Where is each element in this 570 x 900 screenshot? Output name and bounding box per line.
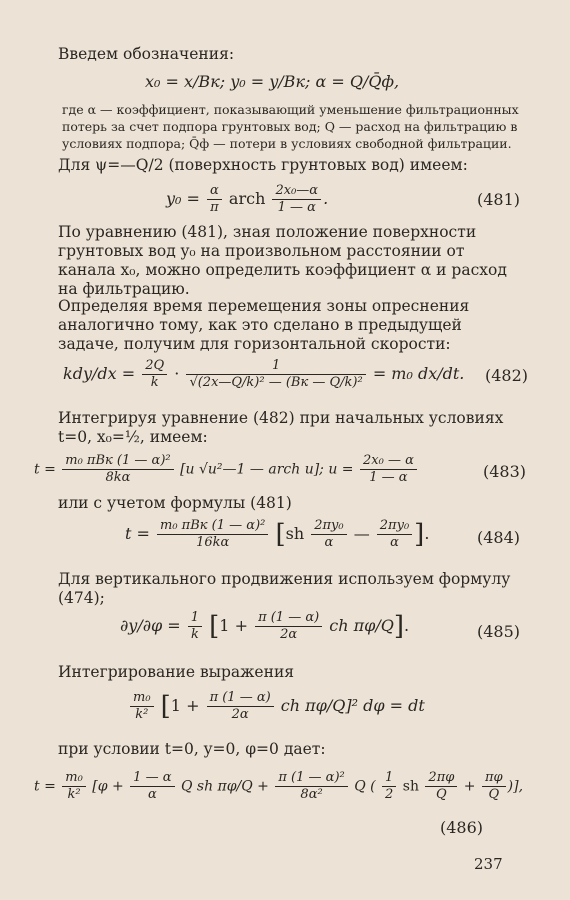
intro-text: Введем обозначения:: [58, 45, 235, 63]
eq486-frac5: $\frac{2\pi\varphi}{Q}$: [425, 770, 457, 803]
eq481-frac1: $\frac{\alpha}{\pi}$: [207, 183, 222, 216]
eq485-tail: ch πφ/Q: [329, 616, 394, 635]
eq482-frac1: $\frac{2Q}{k}$: [142, 358, 167, 391]
equation-integral: $\frac{\text{m₀}}{\text{k²}}$ [1 + $\frac{\pi (1 — \alpha)}{2\alpha}$ ch πφ/Q]² dφ = dt: [40, 688, 540, 728]
int-one: 1 +: [170, 696, 200, 715]
eq485-number: (485): [476, 622, 520, 641]
eq484-frac2: $\frac{\text{2πy₀}}{\alpha}$: [311, 518, 346, 551]
eq482-rhs: = m₀ dx/dt.: [372, 364, 465, 383]
eq486-lhs: t =: [34, 778, 56, 795]
equation-486: t = $\frac{\text{m₀}}{\text{k²}}$ [φ + $\frac{1 — \alpha}{\alpha}$ Q sh πφ/Q + $\frac{\text{π (1 — α)²}}{\text{8α²}}$ Q ( $\frac{1}{2}$ sh $\frac{2\pi\varphi}{Q}$ + $\frac{\pi\varphi}{Q}$ )],: [34, 770, 524, 802]
or-formula-text: или с учетом формулы (481): [58, 494, 292, 512]
eq486-frac2: $\frac{1 — \alpha}{\alpha}$: [130, 770, 174, 803]
eq486-frac6: $\frac{\pi\varphi}{Q}$: [482, 770, 506, 803]
int-frac1: $\frac{\text{m₀}}{\text{k²}}$: [130, 690, 154, 723]
eq483-lhs: t =: [34, 461, 56, 478]
paragraph-vertical: Для вертикального продвижения используем формулу (474);: [58, 570, 511, 607]
eq483-frac1: $\frac{\text{m₀ πBк (1 — α)²}}{8k\alpha}$: [62, 453, 173, 486]
eq485-one: 1 +: [219, 616, 248, 635]
equation-484: t = $\frac{\text{m₀ πBк (1 — α)²}}{16k\alpha}$ [sh $\frac{\text{2πy₀}}{\alpha}$ — $\frac{\text{2πy₀}}{\alpha}$ ]. (484): [125, 518, 520, 550]
eq483-frac2: $\frac{\text{2x₀ — α}}{1 — \alpha}$: [360, 453, 417, 486]
eq481-fn: arch: [228, 189, 266, 208]
equation-482: kdy/dx = $\frac{2Q}{k}$ · $\frac{1}{\text{√(2x—Q/k)² — (Bк — Q/k)²}}$ = m₀ dx/dt. (482): [63, 358, 528, 390]
page-number: 237: [474, 855, 503, 873]
paragraph-int-expr: Интегрирование выражения: [58, 663, 295, 681]
where-text: где α — коэффициент, показывающий уменьшение фильтрационных потерь за счет подпора грунтовых вод; Q — расход на фильтрацию в условиях подпора; Q̄ф — потери в условиях свободной фильтрации.: [62, 102, 519, 151]
paragraph-481: По уравнению (481), зная положение поверхности грунтовых вод y₀ на произвольном расстоянии от канала x₀, можно определить коэффициент α и расход на фильтрацию.: [58, 223, 507, 298]
eq482-frac2: $\frac{1}{\text{√(2x—Q/k)² — (Bк — Q/k)²}}$: [186, 358, 365, 391]
eq485-frac2: $\frac{\pi (1 — \alpha)}{2\alpha}$: [255, 610, 322, 643]
eq486-frac3: $\frac{\text{π (1 — α)²}}{\text{8α²}}$: [275, 770, 347, 803]
eq481-frac2: $\frac{\text{2x₀—α}}{1 — \alpha}$: [272, 183, 321, 216]
eq485-lhs: ∂y/∂φ =: [120, 616, 181, 635]
eq485-frac1: $\frac{1}{k}$: [188, 610, 202, 643]
eq482-lhs: kdy/dx =: [63, 364, 136, 383]
paragraph-condition: при условии t=0, y=0, φ=0 дает:: [58, 740, 326, 758]
eq486-number: (486): [440, 818, 484, 837]
eq483-mid: [u √u²—1 — arch u]; u =: [180, 461, 354, 478]
equation-483: [34, 450, 540, 490]
eq481-lhs: y₀ =: [166, 189, 200, 208]
equation-485: ∂y/∂φ = $\frac{1}{k}$ [1 + $\frac{\pi (1 — \alpha)}{2\alpha}$ ch πφ/Q]. (485): [120, 610, 520, 642]
eq484-frac1: $\frac{\text{m₀ πBк (1 — α)²}}{16k\alpha}$: [157, 518, 268, 551]
paragraph-time: Определяя время перемещения зоны опреснения аналогично тому, как это сделано в предыдущей задаче, получим для горизонтальной скорости:: [58, 297, 470, 353]
eq484-number: (484): [476, 528, 520, 547]
eq486-frac1: $\frac{\text{m₀}}{\text{k²}}$: [62, 770, 86, 803]
eq484-lhs: t =: [125, 524, 150, 543]
eq482-number: (482): [484, 366, 528, 385]
eq486-frac4: $\frac{1}{2}$: [382, 770, 396, 803]
definition-formula: x₀ = x/Bк; y₀ = y/Bк; α = Q/Q̄ф,: [145, 72, 400, 91]
paragraph-integration: Интегрируя уравнение (482) при начальных условиях t=0, x₀=½, имеем:: [58, 409, 504, 446]
int-frac2: $\frac{\pi (1 — \alpha)}{2\alpha}$: [207, 690, 274, 723]
int-tail: ch πφ/Q]² dφ = dt: [280, 696, 425, 715]
eq481-number: (481): [476, 190, 520, 209]
eq484-frac3: $\frac{\text{2πy₀}}{\alpha}$: [377, 518, 412, 551]
for-psi-text: Для ψ=—Q/2 (поверхность грунтовых вод) имеем:: [58, 156, 468, 174]
eq484-sh: sh: [285, 524, 305, 543]
equation-481: y₀ = $\frac{\alpha}{\pi}$ arch $\frac{\text{2x₀—α}}{1 — \alpha}$ . (481): [166, 183, 520, 215]
eq483-number: (483): [482, 462, 526, 481]
